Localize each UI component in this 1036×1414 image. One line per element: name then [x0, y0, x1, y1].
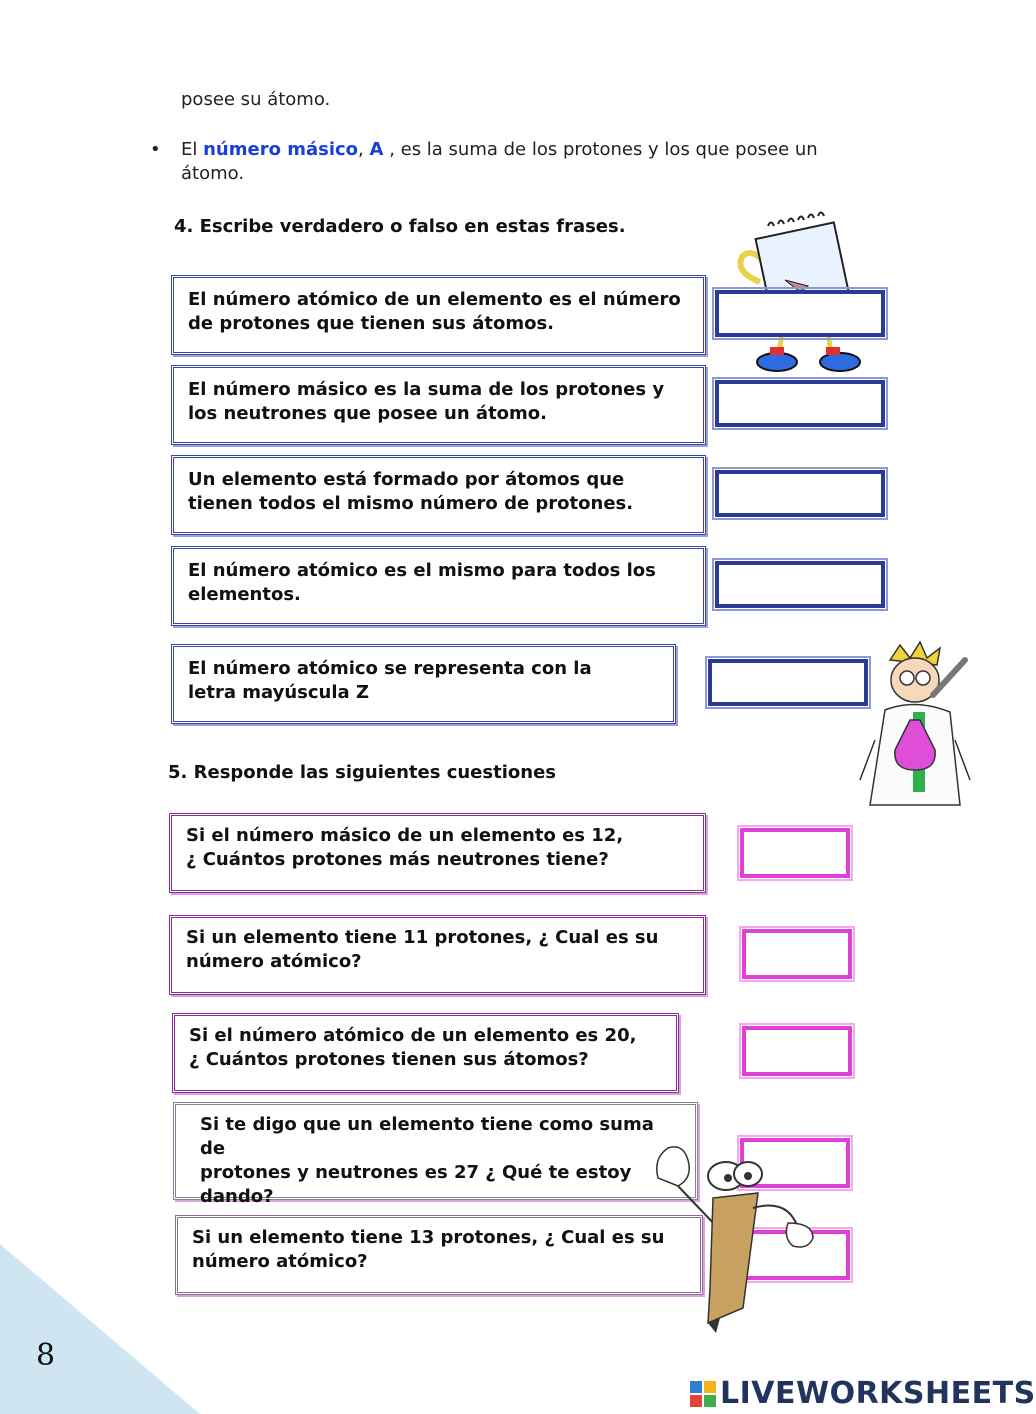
question-1-line2: ¿ Cuántos protones más neutrones tiene?: [186, 849, 609, 870]
statement-5-line2: letra mayúscula Z: [188, 682, 370, 703]
statement-3-line2: tienen todos el mismo número de protones.: [188, 493, 634, 514]
bullet-line2: átomo.: [181, 163, 245, 184]
answer-input-5-1[interactable]: [740, 828, 850, 878]
liveworksheets-logo: [690, 1376, 1036, 1411]
question-box-5: [175, 1215, 703, 1295]
question-box-2: [169, 915, 706, 995]
corner-decoration: [0, 1244, 200, 1414]
statement-4-line1: El número atómico es el mismo para todos los: [188, 560, 656, 581]
logo-text: LIVEWORKSHEETS: [720, 1376, 1036, 1411]
bullet-prefix: El: [181, 139, 198, 160]
statement-box-5: [171, 644, 676, 724]
question-2-line1: Si un elemento tiene 11 protones, ¿ Cual es su: [186, 927, 659, 948]
answer-input-4-3[interactable]: [715, 470, 885, 517]
statement-box-4: [171, 546, 706, 626]
question-box-3: [172, 1013, 679, 1093]
answer-input-4-4[interactable]: [715, 561, 885, 608]
statement-box-2: [171, 365, 706, 445]
statement-5-line1: El número atómico se representa con la: [188, 658, 592, 679]
question-4-line2: protones y neutrones es 27 ¿ Qué te estoy: [200, 1162, 632, 1183]
bullet-rest: , es la suma de los protones y los que posee un: [389, 139, 818, 160]
statement-1-line2: de protones que tienen sus átomos.: [188, 313, 555, 334]
question-1-line1: Si el número másico de un elemento es 12,: [186, 825, 624, 846]
question-3-line2: ¿ Cuántos protones tienen sus átomos?: [189, 1049, 589, 1070]
statement-2-line2: los neutrones que posee un átomo.: [188, 403, 547, 424]
bullet-term: número másico: [203, 139, 359, 160]
bullet-dot: •: [150, 139, 161, 160]
statement-box-3: [171, 455, 706, 535]
page-number: 8: [36, 1338, 56, 1373]
answer-input-4-1[interactable]: [715, 290, 885, 337]
question-box-1: [169, 813, 706, 893]
question-4-line1: Si te digo que un elemento tiene como suma de: [200, 1114, 654, 1159]
bullet-text: [181, 138, 841, 186]
bullet-symbol: A: [369, 139, 384, 160]
answer-input-5-3[interactable]: [742, 1026, 852, 1076]
bullet-comma: ,: [358, 139, 364, 160]
intro-continuation: posee su átomo.: [181, 89, 331, 110]
statement-4-line2: elementos.: [188, 584, 301, 605]
liveworksheets-logo-icon: [690, 1381, 716, 1407]
statement-3-line1: Un elemento está formado por átomos que: [188, 469, 625, 490]
question-box-4: [173, 1102, 698, 1207]
question-2-line2: número atómico?: [186, 951, 362, 972]
question-5-line2: número atómico?: [192, 1251, 368, 1272]
statement-1-line1: El número atómico de un elemento es el número: [188, 289, 681, 310]
section4-heading: 4. Escribe verdadero o falso en estas frases.: [174, 216, 626, 237]
answer-input-4-2[interactable]: [715, 380, 885, 427]
answer-input-4-5[interactable]: [708, 659, 868, 706]
answer-input-5-2[interactable]: [742, 929, 852, 979]
statement-2-line1: El número másico es la suma de los protones y: [188, 379, 665, 400]
pencil-cartoon-icon: [648, 1138, 828, 1333]
question-3-line1: Si el número atómico de un elemento es 20,: [189, 1025, 637, 1046]
section5-heading: 5. Responde las siguientes cuestiones: [168, 762, 556, 783]
question-5-line1: Si un elemento tiene 13 protones, ¿ Cual es su: [192, 1227, 665, 1248]
question-4-line3: dando?: [200, 1186, 274, 1207]
scientist-cartoon-icon: [855, 640, 983, 815]
statement-box-1: [171, 275, 706, 355]
